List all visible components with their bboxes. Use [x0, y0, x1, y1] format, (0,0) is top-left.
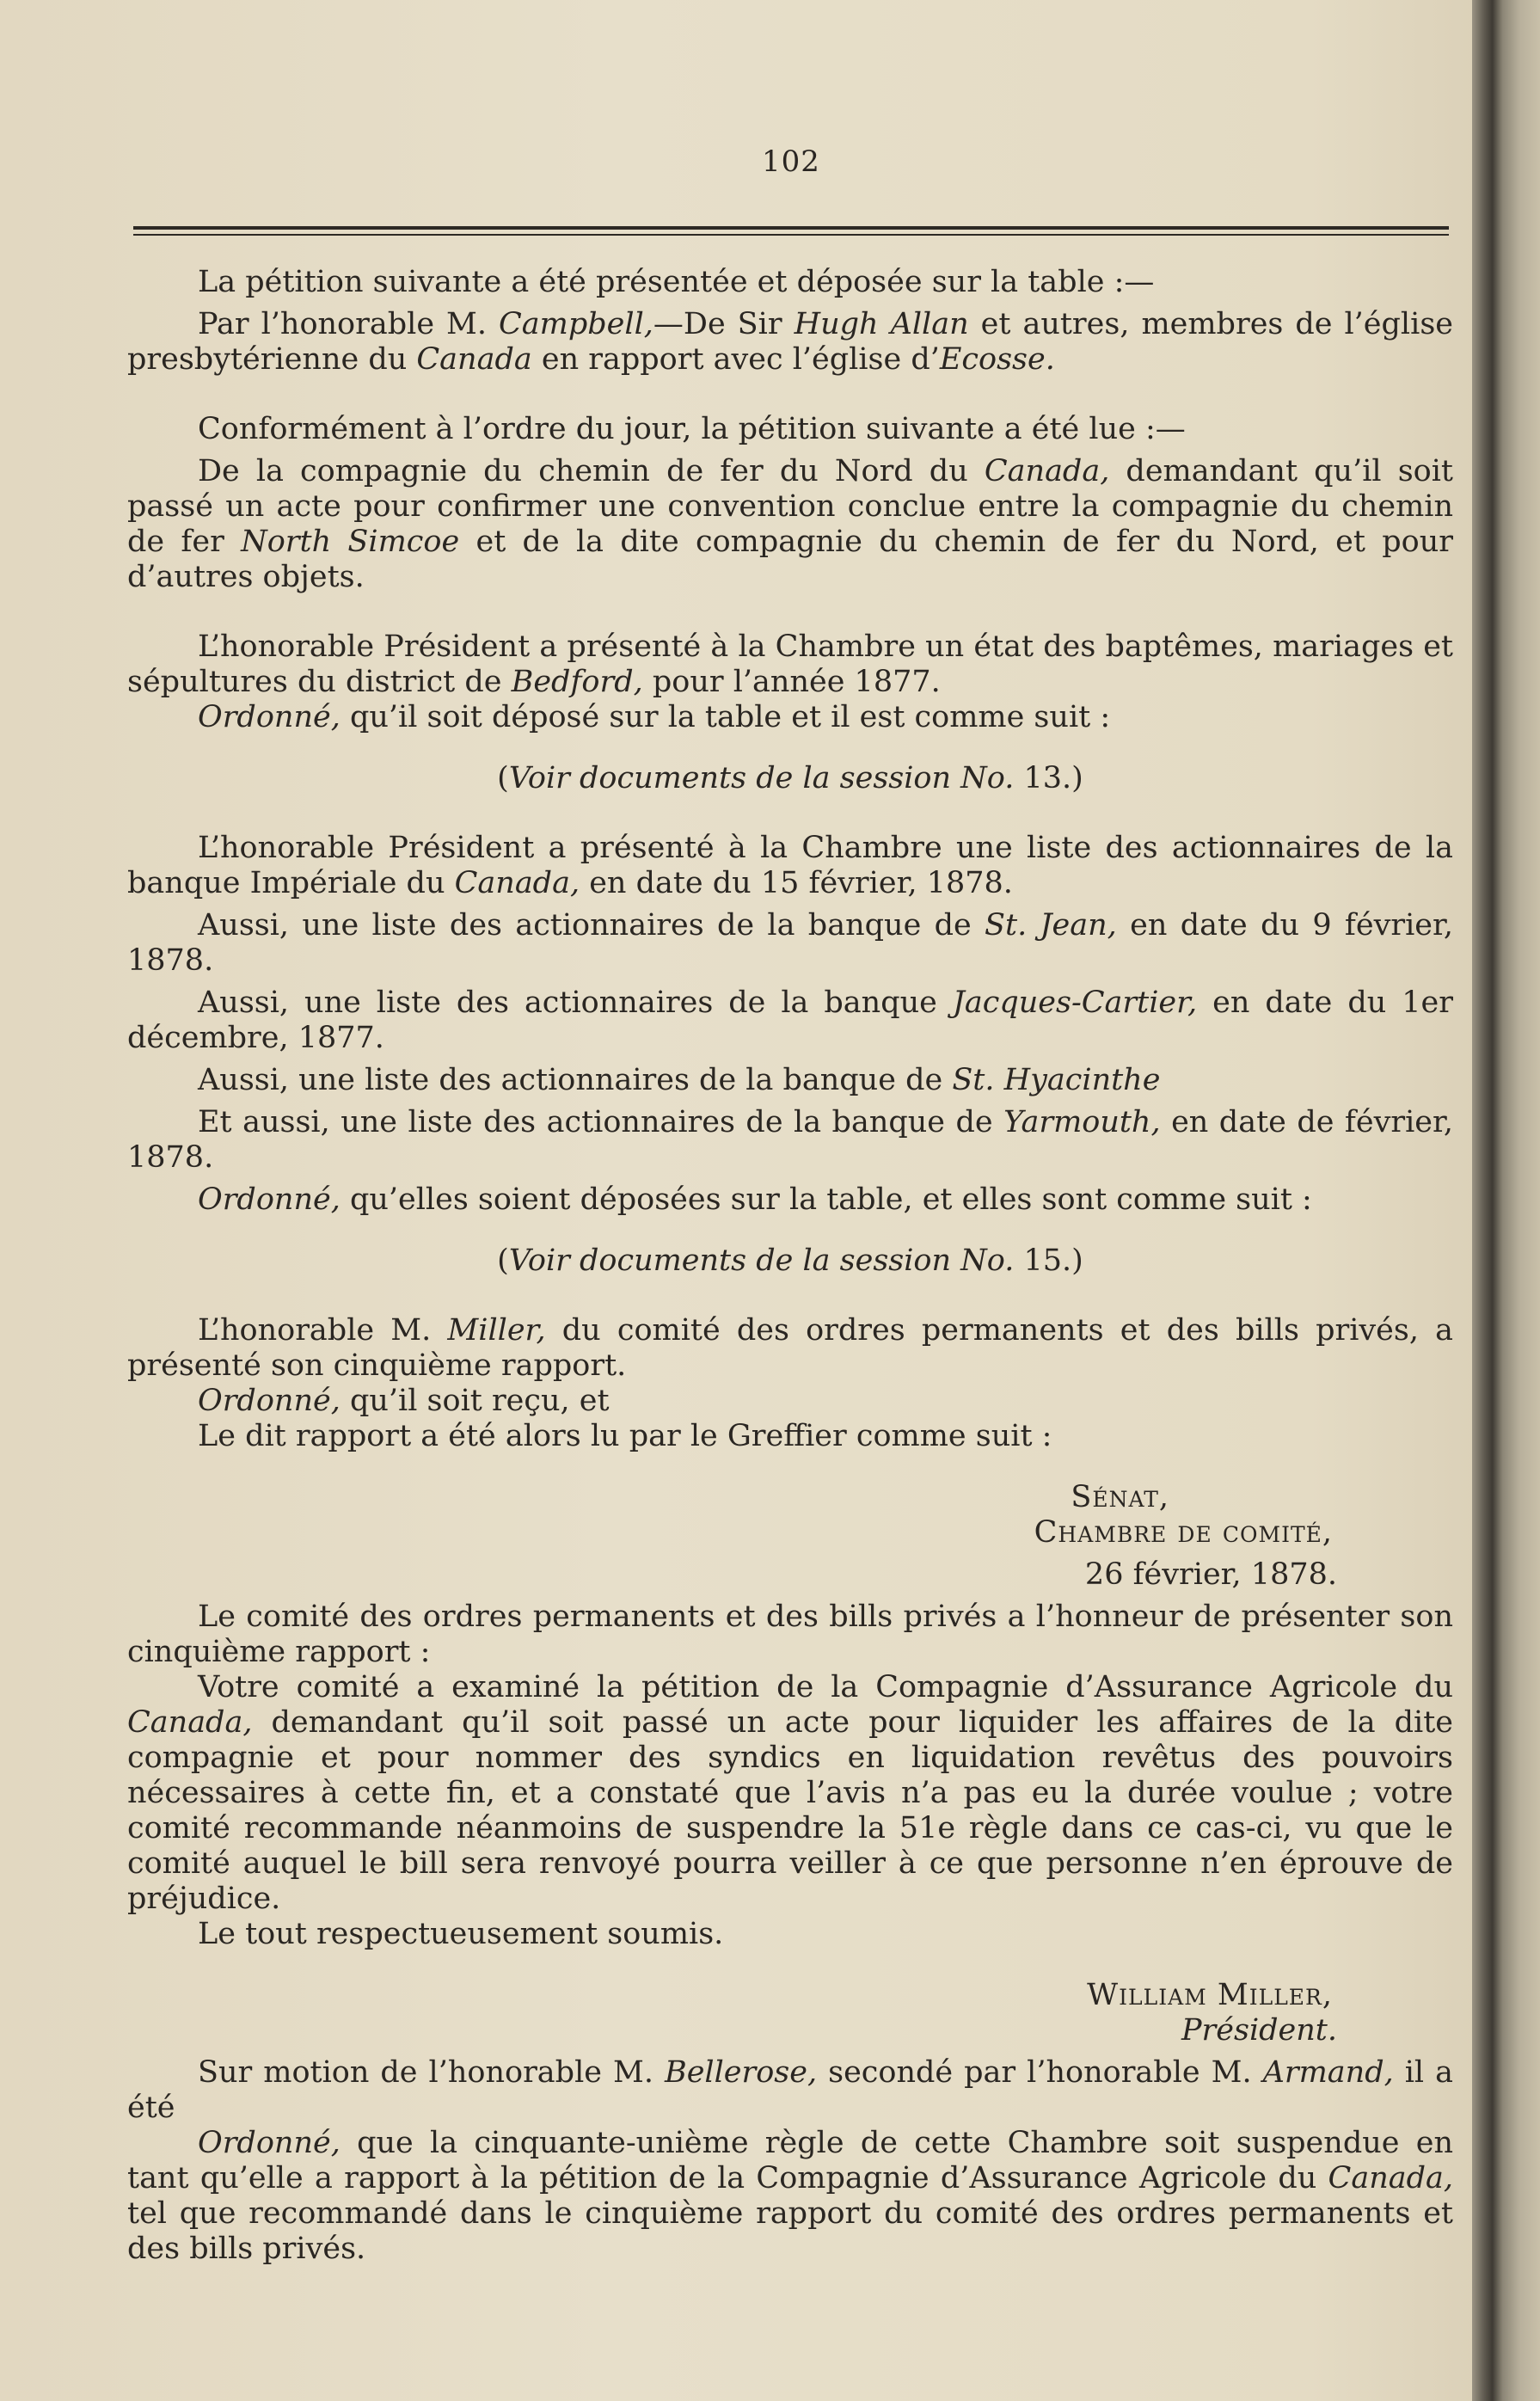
paragraph: [127, 1105, 1453, 1176]
report-heading-chamber: [127, 1515, 1453, 1551]
italic-text: Bellerose,: [664, 2055, 818, 2090]
text-run: du comité des ordres permanents et des bills privés, a présenté son cinquième rapport.: [127, 1313, 1454, 1383]
text-run: Le comité des ordres permanents et des bills privés a l’honneur de présenter son cinquième rapport :: [127, 1600, 1453, 1669]
paragraph: [127, 1384, 1453, 1419]
signature-title: [127, 2013, 1453, 2048]
paragraph: [127, 908, 1453, 979]
text-run: Sénat,: [1071, 1480, 1169, 1514]
binding-gutter: [1472, 0, 1540, 2401]
text-run: De la compagnie du chemin de fer du Nord du: [198, 454, 985, 488]
report-heading-senate: [127, 1480, 1453, 1515]
text-run: 15.): [1014, 1243, 1083, 1278]
paragraph: [127, 1182, 1453, 1218]
text-run: et de la dite compagnie du chemin de fer du Nord, et pour d’autres objets.: [127, 525, 1453, 594]
italic-text: North Simcoe: [241, 525, 460, 559]
text-run: L’honorable Président a présenté à la Chambre un état des baptêmes, mariages et sépultures du district de: [127, 629, 1453, 699]
text-run: Aussi, une liste des actionnaires de la banque de: [198, 908, 985, 943]
paragraph: [127, 307, 1453, 378]
text-run: L’honorable Président a présenté à la Chambre une liste des actionnaires de la banque Impériale du: [127, 831, 1453, 900]
paragraph: [127, 986, 1453, 1056]
italic-text: St. Hyacinthe: [952, 1063, 1161, 1097]
italic-text: Ecosse.: [939, 342, 1055, 377]
italic-text: Canada,: [984, 454, 1110, 488]
text-run: en date de février, 1878.: [127, 1105, 1453, 1175]
paragraph: [127, 412, 1453, 447]
text-run: qu’elles soient déposées sur la table, et elles sont comme suit :: [340, 1182, 1312, 1217]
italic-text: St. Jean,: [985, 908, 1117, 943]
text-run: Sur motion de l’honorable M.: [198, 2055, 665, 2090]
paragraph: [127, 831, 1453, 901]
paragraph: [127, 629, 1453, 700]
text-run: tel que recommandé dans le cinquième rapport du comité des ordres permanents et des bills privés.: [127, 2196, 1453, 2266]
signature-name: [127, 1978, 1453, 2013]
page-body: [127, 265, 1453, 2267]
italic-text: Canada: [416, 342, 532, 377]
paragraph: [127, 2055, 1453, 2126]
paragraph: [127, 265, 1453, 300]
italic-text: Ordonné,: [198, 2126, 341, 2160]
text-run: L’honorable M.: [198, 1313, 448, 1348]
italic-text: Président.: [1181, 2013, 1337, 2048]
paragraph: [127, 454, 1453, 595]
text-run: il a été: [127, 2055, 1454, 2125]
text-run: 13.): [1014, 761, 1083, 795]
page-number: 102: [762, 144, 820, 179]
italic-text: Campbell,: [499, 307, 653, 341]
header-rule-thin: [133, 234, 1449, 236]
text-run: Par l’honorable M.: [198, 307, 500, 341]
document-reference: [127, 761, 1453, 796]
italic-text: Canada,: [1328, 2161, 1453, 2195]
italic-text: Voir documents de la session No.: [508, 1243, 1015, 1278]
text-run: secondé par l’honorable M.: [817, 2055, 1263, 2090]
text-run: qu’il soit reçu, et: [340, 1384, 610, 1418]
italic-text: Ordonné,: [198, 700, 341, 734]
paragraph: [127, 700, 1453, 735]
text-run: Aussi, une liste des actionnaires de la banque de: [198, 1063, 953, 1097]
italic-text: Ordonné,: [198, 1384, 341, 1418]
italic-text: Canada,: [127, 1705, 253, 1740]
italic-text: Bedford,: [511, 665, 643, 699]
text-run: Aussi, une liste des actionnaires de la banque: [198, 986, 953, 1020]
paragraph: [127, 1419, 1453, 1454]
text-run: et autres, membres de l’église presbytérienne du: [127, 307, 1453, 377]
italic-text: Voir documents de la session No.: [508, 761, 1015, 795]
text-run: demandant qu’il soit passé un acte pour liquider les affaires de la dite compagnie et pour nommer des syndics en liquidation revêtus des pouvoirs nécessaires à cette fin, et a constaté que l’avis n’a pas eu la durée voulue ; votre comité recommande néanmoins de suspendre la 51e règle dans ce cas-ci, vu que le comité auquel le bill sera renvoyé pourra veiller à ce que personne n’en éprouve de préjudice.: [127, 1705, 1453, 1916]
paragraph: [127, 1670, 1453, 1917]
text-run: (: [497, 1243, 509, 1278]
paragraph: [127, 2126, 1453, 2267]
text-run: 26 février, 1878.: [1084, 1557, 1337, 1592]
text-run: pour l’année 1877.: [642, 665, 941, 699]
document-reference: [127, 1243, 1453, 1279]
italic-text: Jacques-Cartier,: [952, 986, 1198, 1020]
text-run: Le tout respectueusement soumis.: [198, 1917, 724, 1951]
text-run: en date du 15 février, 1878.: [580, 866, 1013, 900]
text-run: Conformément à l’ordre du jour, la pétition suivante a été lue :—: [198, 412, 1186, 446]
text-run: Et aussi, une liste des actionnaires de la banque de: [198, 1105, 1004, 1139]
text-run: en date du 1er décembre, 1877.: [127, 986, 1453, 1055]
italic-text: Miller,: [447, 1313, 546, 1348]
text-run: demandant qu’il soit passé un acte pour confirmer une convention conclue entre la compagnie du chemin de fer: [127, 454, 1453, 559]
italic-text: Armand,: [1262, 2055, 1394, 2090]
text-run: Votre comité a examiné la pétition de la Compagnie d’Assurance Agricole du: [198, 1670, 1453, 1704]
text-run: Chambre de comité,: [1034, 1515, 1333, 1550]
text-run: —De Sir: [653, 307, 795, 341]
italic-text: Ordonné,: [198, 1182, 341, 1217]
text-run: Le dit rapport a été alors lu par le Greffier comme suit :: [198, 1419, 1052, 1453]
text-run: William Miller,: [1087, 1978, 1333, 2012]
text-run: (: [497, 761, 509, 795]
text-run: qu’il soit déposé sur la table et il est comme suit :: [340, 700, 1111, 734]
paragraph: [127, 1917, 1453, 1952]
text-run: que la cinquante-unième règle de cette Chambre soit suspendue en tant qu’elle a rapport à la pétition de la Compagnie d’Assurance Agricole du: [127, 2126, 1453, 2195]
text-run: La pétition suivante a été présentée et déposée sur la table :—: [198, 265, 1155, 299]
italic-text: Yarmouth,: [1003, 1105, 1161, 1139]
paragraph: [127, 1313, 1453, 1384]
paragraph: [127, 1063, 1453, 1098]
text-run: en rapport avec l’église d’: [531, 342, 940, 377]
italic-text: Hugh Allan: [794, 307, 969, 341]
header-rule: [133, 226, 1449, 230]
italic-text: Canada,: [454, 866, 580, 900]
report-date: [127, 1557, 1453, 1593]
paragraph: [127, 1600, 1453, 1670]
text-run: en date du 9 février, 1878.: [127, 908, 1454, 978]
